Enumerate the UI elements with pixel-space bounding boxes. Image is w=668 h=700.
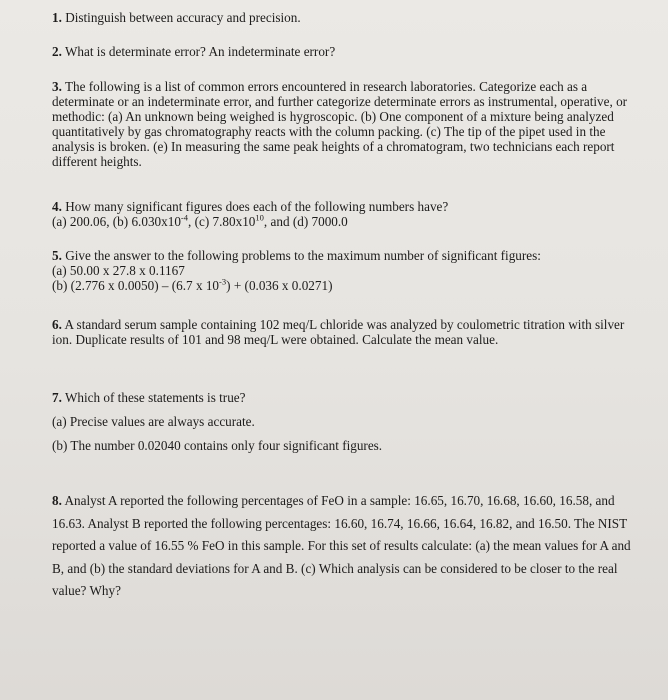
question-4-text: How many significant figures does each of the following numbers have?	[65, 199, 449, 214]
question-6-text: A standard serum sample containing 102 meq/L chloride was analyzed by coulometric titration with silver ion. Duplicate results of 101 and 98 meq/L were obtained. Calculate the mean value.	[52, 317, 625, 347]
question-8-text: Analyst A reported the following percentages of FeO in a sample: 16.65, 16.70, 16.68, 16.60, 16.58, and 16.63. Analyst B reported the following percentages: 16.60, 16.74, 16.66, 16.64, 16.82, and 16.50. The NIST reported a value of 16.55 % FeO in this sample. For this set of results calculate: (a) the mean values for A and B, and (b) the standard deviations for A and B. (c) Which analysis can be considered to be closer to the real value? Why?	[52, 493, 631, 598]
question-3-text: The following is a list of common errors encountered in research laboratories. Categorize each as a determinate or an indeterminate error, and further categorize determinate errors as instrumental, operative, or methodic: (a) An unknown being weighed is hygroscopic. (b) One component of a mixture being analyzed quantitatively by gas chromatography reacts with the column packing. (c) The tip of the pipet used in the analysis is broken. (e) In measuring the same peak heights of a chromatogram, two technicians each report different heights.	[52, 79, 628, 169]
question-7-text: Which of these statements is true?	[64, 390, 246, 405]
question-4: 4. How many significant figures does each of the following numbers have? (a) 200.06, (b) $6.030x10^{-4}$, (c) $7.80x10^{10}$, and (d) 7000.0	[52, 199, 644, 229]
question-5-part-b: (b) (2.776 x 0.0050) – (6.7 x $10^{-3}) + (0.036$ x 0.0271)	[52, 276, 333, 293]
question-8: 8. Analyst A reported the following percentages of FeO in a sample: 16.65, 16.70, 16.68, 16.60, 16.58, and 16.63. Analyst B reported the following percentages: 16.60, 16.74, 16.66, 16.64, 16.82, and 16.50. The NIST reported a value of 16.55 % FeO in this sample. For this set of results calculate: (a) the mean values for A and B, and (b) the standard deviations for A and B. (c) Which analysis can be considered to be closer to the real value? Why?	[52, 493, 631, 598]
question-2-text: What is determinate error? An indeterminate error?	[64, 44, 336, 59]
question-3: 3. The following is a list of common errors encountered in research laboratories. Categorize each as a determinate or an indeterminate error, and further categorize determinate errors as instrumental, operative, or methodic: (a) An unknown being weighed is hygroscopic. (b) One component of a mixture being analyzed quantitatively by gas chromatography reacts with the column packing. (c) The tip of the pipet used in the analysis is broken. (e) In measuring the same peak heights of a chromatogram, two technicians each report different heights.	[52, 79, 628, 169]
question-2: 2. What is determinate error? An indeterminate error?	[52, 44, 336, 59]
question-4-items: (a) 200.06, (b) $6.030x10^{-4}$, (c) $7.80x10^{10}$, and (d) 7000.0	[52, 212, 348, 229]
question-7: 7. Which of these statements is true? (a) Precise values are always accurate. (b) The number 0.02040 contains only four significant figures.	[52, 388, 644, 456]
question-5: 5. Give the answer to the following problems to the maximum number of significant figures: (a) 50.00 x 27.8 x 0.1167 (b) (2.776 x 0.0050) – (6.7 x $10^{-3}) + (0.036$ x 0.0271)	[52, 248, 644, 293]
question-1-text: Distinguish between accuracy and precision.	[65, 10, 301, 25]
question-6: 6. A standard serum sample containing 102 meq/L chloride was analyzed by coulometric titration with silver ion. Duplicate results of 101 and 98 meq/L were obtained. Calculate the mean value.	[52, 317, 625, 347]
question-5-text: Give the answer to the following problems to the maximum number of significant figures:	[65, 248, 541, 263]
question-1: 1. Distinguish between accuracy and precision.	[52, 10, 301, 25]
question-7-part-b: (b) The number 0.02040 contains only four significant figures.	[52, 438, 383, 453]
question-5-part-a: (a) 50.00 x 27.8 x 0.1167	[52, 263, 185, 278]
question-7-part-a: (a) Precise values are always accurate.	[52, 414, 255, 429]
